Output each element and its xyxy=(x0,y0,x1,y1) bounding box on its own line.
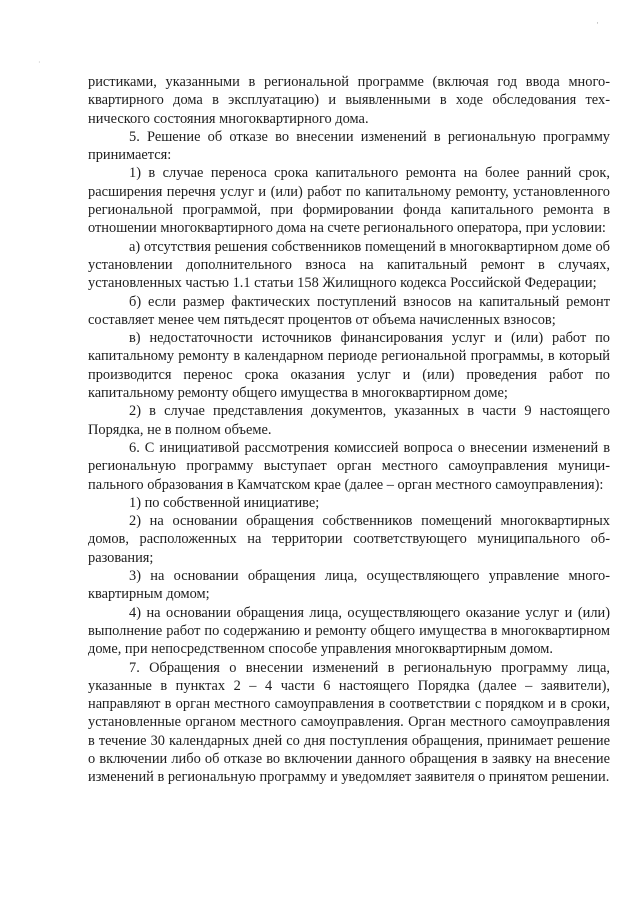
paragraph-item-5-1: 1) в случае переноса срока капитального ремонта на более ранний срок, расширения перечня услуг и (или) работ по капитальному ремонту, установленного региональной программой, при формировании фонда капитального ремонта в отношении многоквартирного дома на счете регионального оператора, при условии: xyxy=(88,165,610,237)
paragraph-item-6-3: 3) на основании обращения лица, осуществляющего управление многоквартирным домом; xyxy=(88,568,610,603)
paragraph-item-5-1-v: в) недостаточности источников финансирования услуг и (или) работ по капитальному ремонту в календарном периоде региональной программы, в который производится перенос срока оказания услуг и (или) проведения работ по капитальному ремонту общего имущества в многоквартирном доме; xyxy=(88,330,610,402)
paragraph-item-6-4: 4) на основании обращения лица, осуществляющего оказание услуг и (или) выполнение работ по содержанию и ремонту общего имущества в многоквартирном доме, при непосредственном способе управления многоквартирным домом. xyxy=(88,604,610,658)
scan-mark-left: · xyxy=(38,58,41,67)
paragraph-continuation: ристиками, указанными в региональной программе (включая год ввода многоквартирного дома в эксплуатацию) и выявленными в ходе обследования технического состояния многоквартирного дома. xyxy=(88,74,610,127)
paragraph-item-6: 6. С инициативой рассмотрения комиссией вопроса о внесении изменений в региональную программу выступает орган местного самоуправления муниципального образования в Камчатском крае (далее – орган местного самоуправления): xyxy=(88,439,610,493)
paragraph-item-5-2: 2) в случае представления документов, указанных в части 9 настоящего Порядка, не в полном объеме. xyxy=(88,403,610,438)
paragraph-item-5-1-b: б) если размер фактических поступлений взносов на капитальный ремонт составляет менее чем пятьдесят процентов от объема начисленных взносов; xyxy=(88,293,610,328)
paragraph-item-7: 7. Обращения о внесении изменений в региональную программу лица, указанные в пунктах 2 – 4 части 6 настоящего Порядка (далее – заявители), направляют в орган местного самоуправления в соответствии с порядком и в сроки, установленные органом местного самоуправления. Орган местного самоуправления в течение 30 календарных дней со дня поступления обращения, принимает решение о включении либо об отказе во включении данного обращения в заявку на внесение изменений в региональную программу и уведомляет заявителя о принятом решении. xyxy=(88,659,610,786)
document-page xyxy=(88,73,610,787)
scan-mark-corner: · xyxy=(596,18,599,28)
paragraph-item-6-1: 1) по собственной инициативе; xyxy=(129,494,320,511)
paragraph-item-5: 5. Решение об отказе во внесении изменений в региональную программу принимается: xyxy=(88,128,610,164)
paragraph-item-5-1-a: а) отсутствия решения собственников помещений в многоквартирном доме об установлении дополнительного взноса на капитальный ремонт в случаях, установленных частью 1.1 статьи 158 Жилищного кодекса Российской Федерации; xyxy=(88,238,610,292)
paragraph-item-6-2: 2) на основании обращения собственников помещений многоквартирных домов, расположенных на территории соответствующего муниципального образования; xyxy=(88,513,610,566)
